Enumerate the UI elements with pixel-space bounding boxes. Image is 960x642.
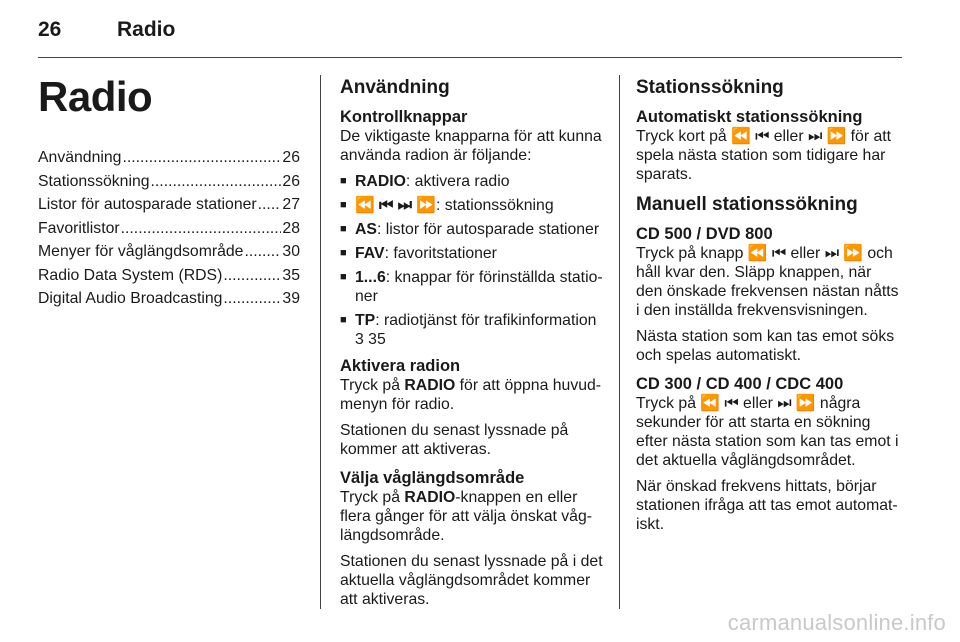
toc-item-dab[interactable] xyxy=(38,289,300,313)
item-text: : radiotjänst för trafikinformation xyxy=(375,312,597,329)
band-paragraph-2: Stationen du senast lyssnade på i det aktuella våglängdsområdet kommer att aktiveras. xyxy=(340,553,603,608)
cd300-paragraph-2: När önskad frekvens hittats, börjar stationen ifråga att tas emot automat-iskt. xyxy=(636,478,898,533)
item-text: : stationssökning xyxy=(435,197,554,214)
auto-search-heading: Automatiskt stationssökning xyxy=(636,108,863,126)
toc-item-stationssokning[interactable] xyxy=(38,172,300,196)
list-item xyxy=(340,196,605,215)
item-text: : aktivera radio xyxy=(405,173,510,190)
toc-page: 28 xyxy=(282,219,300,237)
header-rule xyxy=(38,57,902,58)
toc-page: 30 xyxy=(282,243,300,260)
toc-page: 26 xyxy=(282,172,300,190)
item-text: : knappar för förinställda statio-ner xyxy=(355,269,603,305)
toc-leader xyxy=(258,195,282,214)
item-text: : favoritstationer xyxy=(384,245,497,262)
bullet-icon: ■ xyxy=(340,314,347,326)
toc-page: 35 xyxy=(282,266,300,284)
toc-label: Digital Audio Broadcasting xyxy=(38,290,223,307)
chapter-title: Radio xyxy=(38,73,153,120)
controls-intro: De viktigaste knapparna för att kunna använda radion är följande: xyxy=(340,128,602,164)
toc-label: Listor för autosparade stationer xyxy=(38,196,257,213)
toc-label: Favoritlistor xyxy=(38,219,120,237)
text-run: Tryck på xyxy=(340,377,405,394)
key-label: FAV xyxy=(355,245,385,262)
bullet-icon: ■ xyxy=(340,223,347,235)
band-heading: Välja våglängdsområde xyxy=(340,469,525,487)
toc-page: 27 xyxy=(282,196,300,213)
bullet-icon: ■ xyxy=(340,175,347,187)
toc-item-favoritlistor[interactable] xyxy=(38,219,300,243)
activate-heading: Aktivera radion xyxy=(340,357,461,375)
list-item xyxy=(340,220,605,239)
cd500-paragraph-1: Tryck på knapp ⏪ ⏮ eller ⏭ ⏩ och håll kvar den. Släpp knappen, när den önskade frekvensen nästan nåtts i den inställda frekvensvisningen. xyxy=(636,245,899,319)
list-item xyxy=(340,311,605,349)
header-section-title: Radio xyxy=(117,18,176,41)
toc-page: 39 xyxy=(282,290,300,307)
seek-buttons-icons: ⏪ ⏮ ⏭ ⏩ xyxy=(355,197,436,214)
column-divider-2 xyxy=(619,75,620,609)
cd300-paragraph-1: Tryck på ⏪ ⏮ eller ⏭ ⏩ några sekunder för att starta en sökning efter nästa station som kan tas emot i det aktuella våglängdsområdet. xyxy=(636,395,899,469)
page-number: 26 xyxy=(38,18,62,41)
auto-search-paragraph: Tryck kort på ⏪ ⏮ eller ⏭ ⏩ för att spela nästa station som tidigare har sparats. xyxy=(636,128,892,183)
column-divider-1 xyxy=(320,75,321,609)
toc-leader xyxy=(223,289,281,308)
page-reference[interactable]: 3 35 xyxy=(355,331,386,348)
toc-leader xyxy=(244,242,281,261)
key-label: 1...6 xyxy=(355,269,386,286)
toc-label: Radio Data System (RDS) xyxy=(38,266,223,284)
key-label: TP xyxy=(355,312,376,329)
usage-heading: Användning xyxy=(340,77,450,98)
activate-paragraph-2: Stationen du senast lyssnade på kommer att aktiveras. xyxy=(340,422,569,458)
list-item xyxy=(340,244,605,263)
toc-item-autosparade[interactable] xyxy=(38,195,300,219)
watermark: carmanualsonline.info xyxy=(727,610,946,635)
manual-search-heading: Manuell stationssökning xyxy=(636,194,858,215)
toc-label: Stationssökning xyxy=(38,172,150,190)
item-text: : listor för autosparade stationer xyxy=(376,221,600,238)
toc-label: Användning xyxy=(38,149,122,166)
toc-list xyxy=(38,148,300,313)
key-label: RADIO xyxy=(404,489,456,506)
cd500-paragraph-2: Nästa station som kan tas emot söks och spelas automatiskt. xyxy=(636,328,895,364)
cd300-heading: CD 300 / CD 400 / CDC 400 xyxy=(636,375,844,393)
bullet-icon: ■ xyxy=(340,199,347,211)
activate-paragraph-1 xyxy=(340,376,605,414)
toc-item-rds[interactable] xyxy=(38,266,300,290)
toc-column xyxy=(38,74,300,313)
search-heading: Stationssökning xyxy=(636,77,784,98)
list-item xyxy=(340,268,605,306)
usage-column xyxy=(340,74,605,616)
toc-label: Menyer för våglängdsområde xyxy=(38,243,244,260)
toc-leader xyxy=(223,266,281,285)
controls-list xyxy=(340,172,605,349)
toc-item-anvandning[interactable] xyxy=(38,148,300,172)
text-run: för att öppna huvud-menyn för radio. xyxy=(340,377,602,413)
toc-item-menyer[interactable] xyxy=(38,242,300,266)
cd500-heading: CD 500 / DVD 800 xyxy=(636,225,773,243)
toc-leader xyxy=(151,172,282,191)
toc-leader xyxy=(121,219,282,238)
list-item xyxy=(340,172,605,191)
search-column xyxy=(636,74,902,541)
key-label: RADIO xyxy=(404,377,456,394)
toc-leader xyxy=(122,148,281,167)
toc-page: 26 xyxy=(282,149,300,166)
text-run: Tryck på xyxy=(340,489,405,506)
text-run: -knappen en eller flera gånger för att välja önskat våg-längdsområde. xyxy=(340,489,593,544)
bullet-icon: ■ xyxy=(340,247,347,259)
band-paragraph-1 xyxy=(340,488,605,545)
key-label: AS xyxy=(355,221,377,238)
bullet-icon: ■ xyxy=(340,271,347,283)
key-label: RADIO xyxy=(355,173,406,190)
controls-heading: Kontrollknappar xyxy=(340,108,468,126)
